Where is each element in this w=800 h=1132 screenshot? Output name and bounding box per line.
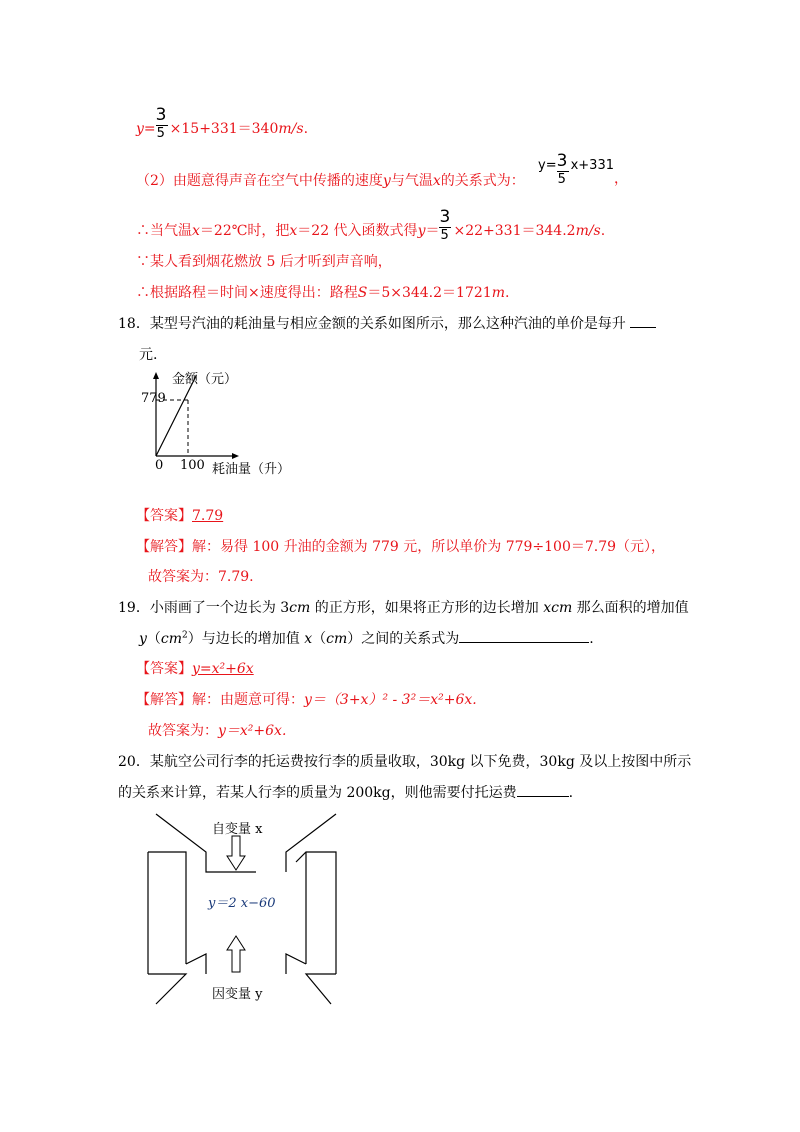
answer-value: 7.79 bbox=[192, 508, 224, 524]
graph-y-tick: 779 bbox=[141, 391, 166, 406]
s17-line1: y= $\frac{3}{5}$ ×15+331＝340m/s. bbox=[136, 105, 309, 141]
q18-line1: 18．某型号汽油的耗油量与相应金额的关系如图所示，那么这种汽油的单价是每升 bbox=[118, 313, 656, 333]
answer-blank bbox=[459, 642, 589, 643]
q18-answer: 【答案】7.79 bbox=[136, 505, 229, 525]
q20-line2: 的关系来计算，若某人行李的质量为 200kg，则他需要付托运费 . bbox=[118, 785, 574, 801]
fraction: $\frac{3}{5}$ bbox=[155, 105, 167, 141]
q20-line1: 20．某航空公司行李的托运费按行李的质量收取，30kg 以下免费，30kg 及以上按图中所示 bbox=[118, 754, 692, 770]
q18-line2: 元. bbox=[139, 347, 158, 363]
variable-box-diagram bbox=[146, 812, 346, 1012]
s17-line5: ∴根据路程＝时间×速度得出：路程S＝5×344.2＝1721m. bbox=[136, 285, 510, 301]
graph-x-tick: 100 bbox=[180, 458, 205, 473]
graph-x-label: 耗油量（升） bbox=[212, 462, 291, 477]
q19-solution: 【解答】解：由题意可得：y＝（3+x）² - 3²＝x²+6x. bbox=[136, 692, 477, 708]
answer-blank bbox=[517, 796, 569, 797]
q19-conclusion: 故答案为：y＝x²+6x. bbox=[148, 723, 287, 739]
q19-answer: 【答案】y=x²+6x bbox=[136, 661, 254, 677]
answer-value: y=x²+6x bbox=[192, 661, 254, 677]
s17-line4: ∵某人看到烟花燃放 5 后才听到声音响， bbox=[136, 254, 392, 270]
diagram-top-label: 自变量 x bbox=[212, 822, 263, 837]
formula-image: y= $\frac{3}{5}$ x+331 bbox=[538, 151, 614, 187]
fraction: $\frac{3}{5}$ bbox=[556, 151, 568, 187]
arrow-up-icon bbox=[227, 936, 245, 972]
graph-y-label: 金额（元） bbox=[172, 372, 238, 387]
q18-conclusion: 故答案为：7.79. bbox=[148, 569, 254, 585]
s17-line2-end: ， bbox=[614, 171, 628, 187]
arrow-down-icon bbox=[227, 836, 245, 870]
s17-line3: ∴当气温x＝22℃时，把x＝22 代入函数式得y＝ $\frac{3}{5}$ ×22+331＝344.2m/s. bbox=[136, 207, 606, 243]
q19-line1: 19．小雨画了一个边长为 3cm 的正方形，如果将正方形的边长增加 xcm 那么面积的增加值 bbox=[118, 600, 689, 616]
q19-line2: $y(cm^2)$与边长的增加值 x（cm）之间的关系式为 . bbox=[139, 630, 594, 647]
s17-line2: （2）由题意得声音在空气中传播的速度y与气温x的关系式为： bbox=[136, 173, 525, 189]
answer-blank bbox=[630, 327, 656, 328]
diagram-center-formula: y＝2 x−60 bbox=[208, 896, 276, 911]
q18-solution: 【解答】解：易得 100 升油的金额为 779 元，所以单价为 779÷100＝7.79（元）， bbox=[136, 539, 666, 555]
fraction: $\frac{3}{5}$ bbox=[439, 207, 451, 243]
graph-origin: 0 bbox=[155, 458, 164, 473]
diagram-bottom-label: 因变量 y bbox=[212, 987, 263, 1002]
